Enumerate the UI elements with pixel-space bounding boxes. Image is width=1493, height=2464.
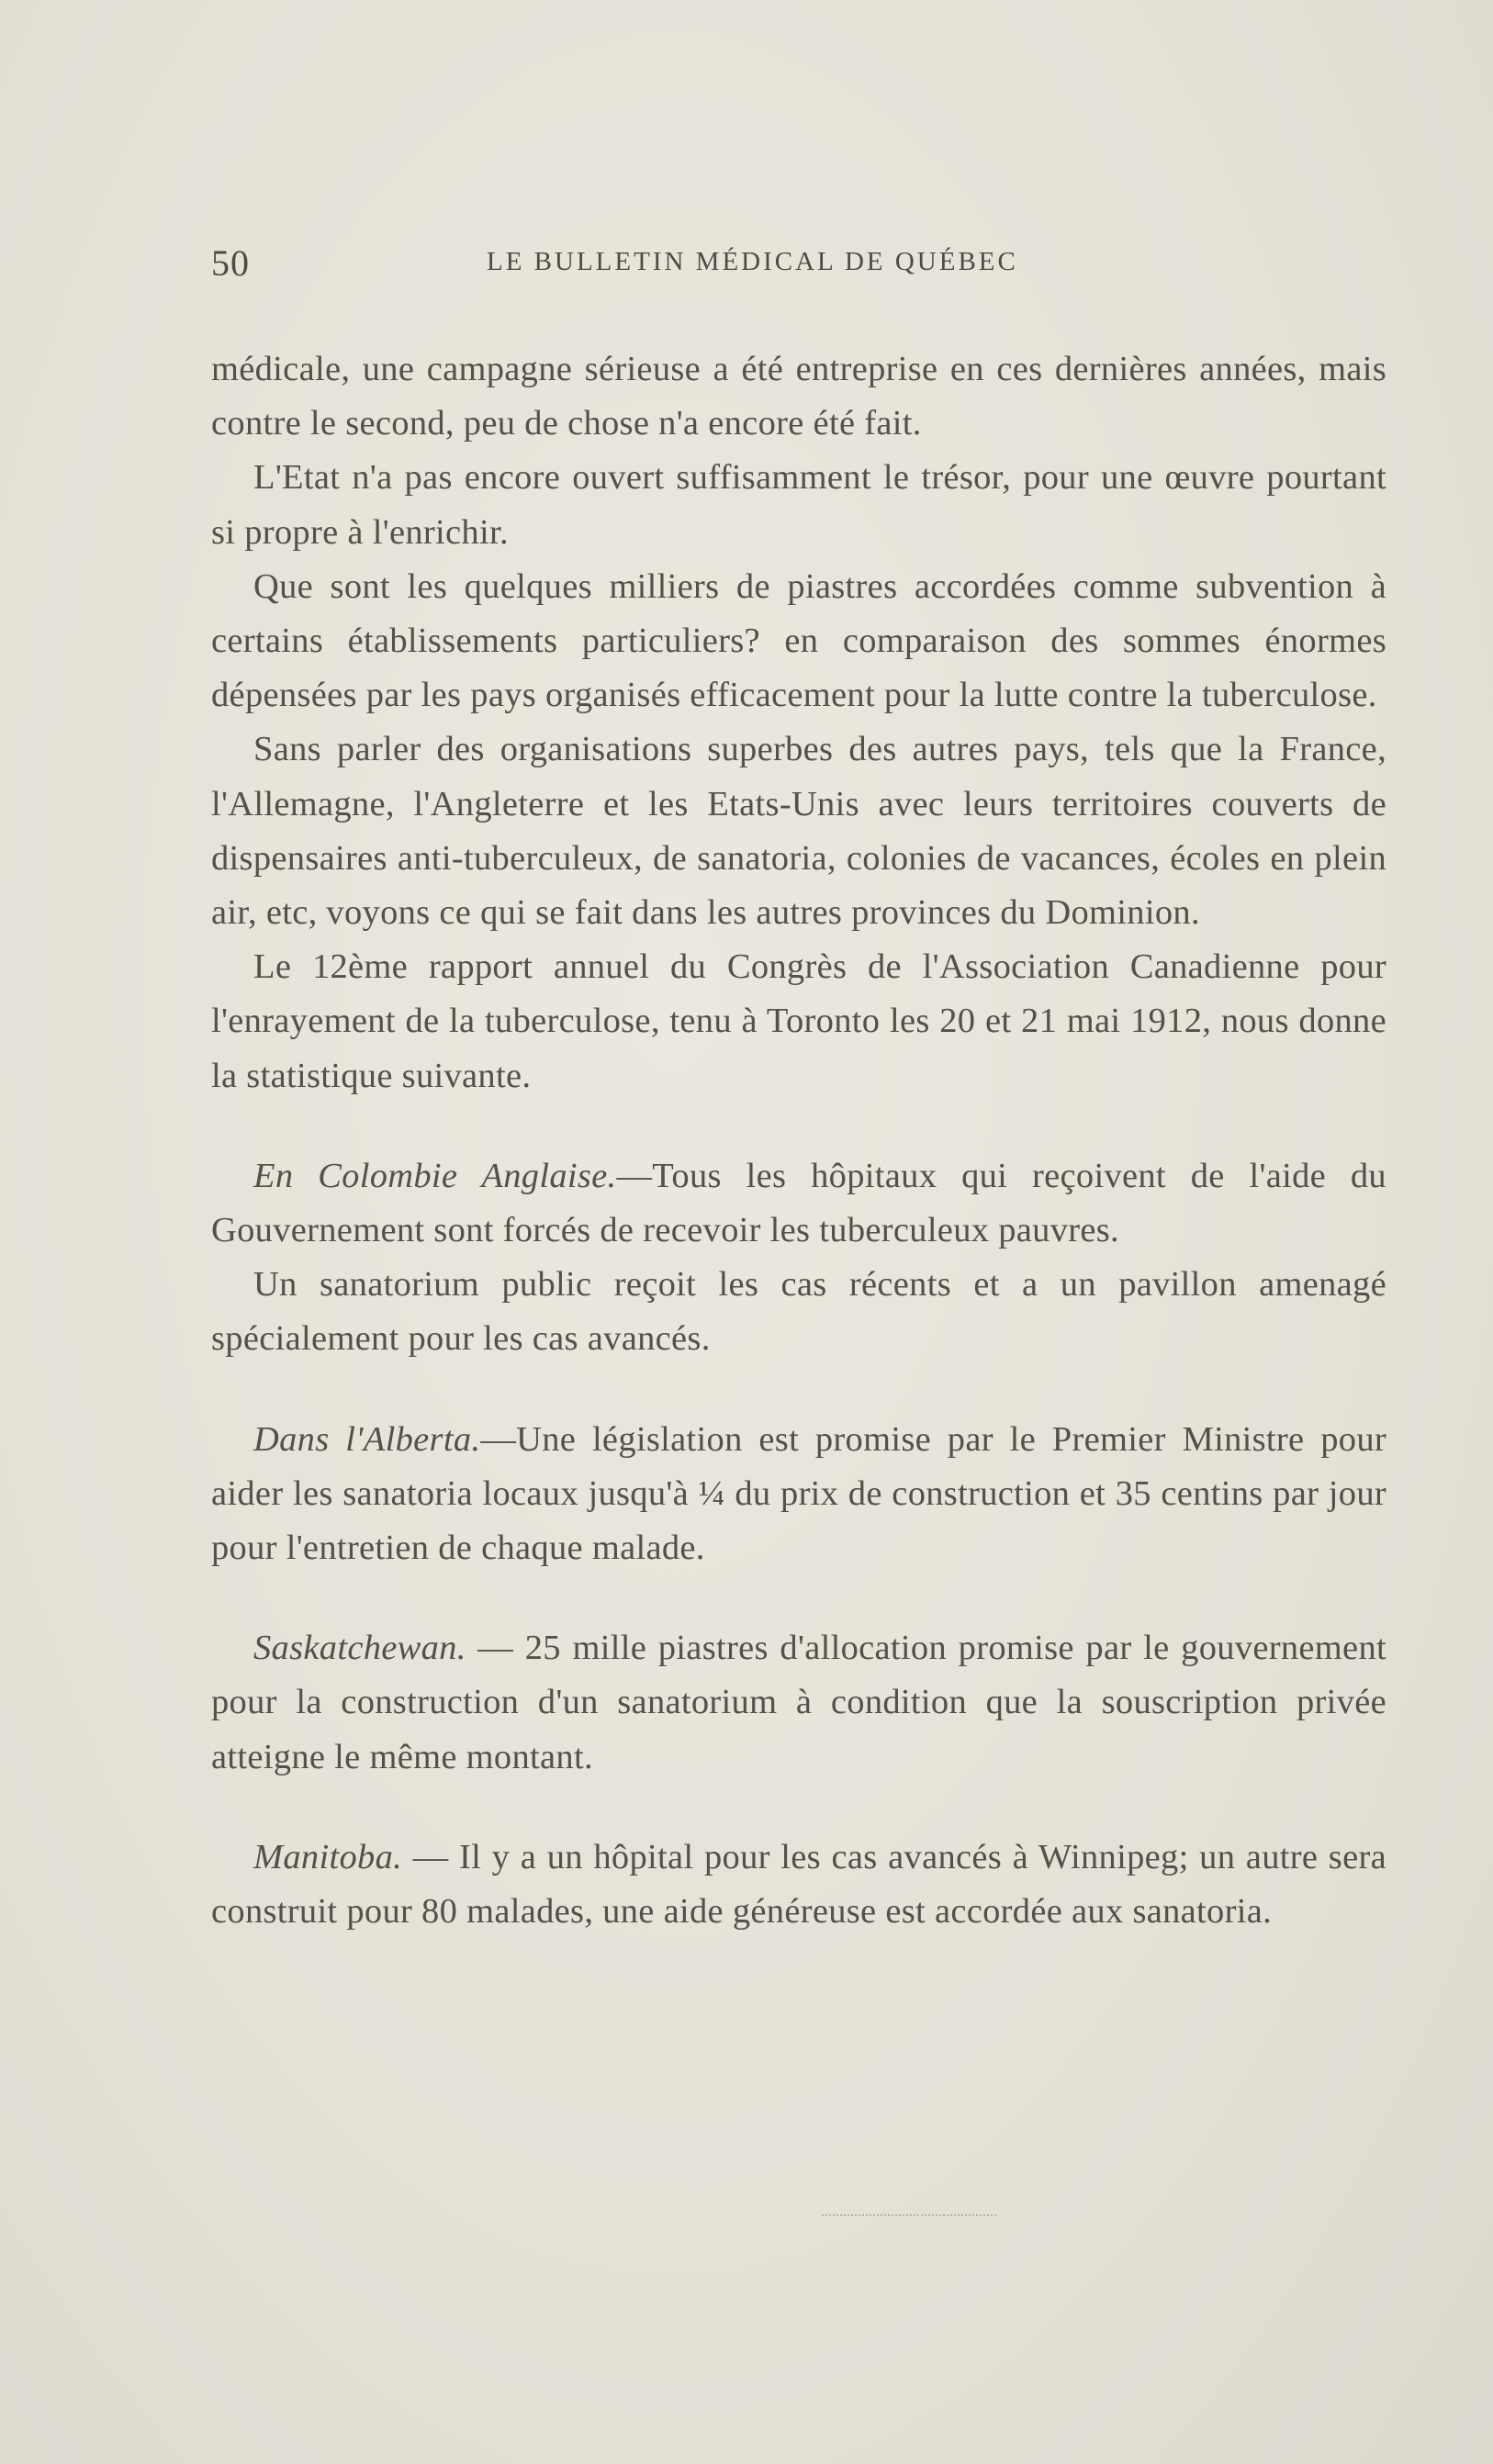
paragraph-text: Sans parler des organisations superbes des autres pays, tels que la France, l'Allemagne, l'Angleterre et les Etats-Unis avec leurs territoires couverts de dispensaires anti-tuberculeux, de sanatoria, colonies de vacances, écoles en plein air, etc, voyons ce qui se fait dans les autres provinces du Dominion. xyxy=(211,730,1386,933)
paragraph-alberta xyxy=(211,1413,1386,1576)
paragraph-continuation xyxy=(211,342,1386,451)
province-heading: Saskatchewan. xyxy=(253,1629,466,1668)
province-heading: En Colombie Anglaise. xyxy=(253,1156,617,1195)
paragraph-british-columbia xyxy=(211,1149,1386,1258)
paragraph-text: L'Etat n'a pas encore ouvert suffisamment le trésor, pour une œuvre pourtant si propre à l'enrichir. xyxy=(211,458,1386,552)
paragraph-text: médicale, une campagne sérieuse a été entreprise en ces dernières années, mais contre le second, peu de chose n'a encore été fait. xyxy=(211,350,1386,443)
province-heading: Manitoba. xyxy=(253,1837,403,1876)
paragraph-other-countries xyxy=(211,722,1386,940)
bottom-rule xyxy=(822,2214,996,2216)
page-header xyxy=(211,241,1157,297)
paragraph-sanatorium-public xyxy=(211,1258,1386,1366)
page-number: 50 xyxy=(211,242,250,284)
paragraph-saskatchewan xyxy=(211,1621,1386,1785)
article-body xyxy=(211,342,1386,1939)
paragraph-congress-report xyxy=(211,940,1386,1103)
paragraph-text: Le 12ème rapport annuel du Congrès de l'Association Canadienne pour l'enrayement de la tuberculose, tenu à Toronto les 20 et 21 mai 1912, nous donne la statistique suivante. xyxy=(211,947,1386,1095)
paragraph-text: —Une législation est promise par le Premier Ministre pour aider les sanatoria locaux jusqu'à ¼ du prix de construction et 35 centins par jour pour l'entretien de chaque malade. xyxy=(211,1419,1386,1568)
paragraph-manitoba xyxy=(211,1831,1386,1939)
paragraph-text: Que sont les quelques milliers de piastres accordées comme subvention à certains établissements particuliers? en comparaison des sommes énormes dépensées par les pays organisés efficacement pour la lutte contre la tuberculose. xyxy=(211,566,1386,715)
paragraph-subvention xyxy=(211,560,1386,723)
paragraph-text: — 25 mille piastres d'allocation promise par le gouvernement pour la construction d'un sanatorium à condition que la souscription privée atteigne le même montant. xyxy=(211,1629,1386,1776)
paragraph-text: —Tous les hôpitaux qui reçoivent de l'aide du Gouvernement sont forcés de recevoir les tuberculeux pauvres. xyxy=(211,1156,1386,1250)
paragraph-text: Un sanatorium public reçoit les cas récents et a un pavillon amenagé spécialement pour les cas avancés. xyxy=(211,1265,1386,1359)
paragraph-text: — Il y a un hôpital pour les cas avancés à Winnipeg; un autre sera construit pour 80 malades, une aide généreuse est accordée aux sanatoria. xyxy=(211,1837,1386,1932)
province-heading: Dans l'Alberta. xyxy=(253,1419,481,1459)
running-head: LE BULLETIN MÉDICAL DE QUÉBEC xyxy=(487,247,1018,276)
paragraph-state-treasury xyxy=(211,451,1386,559)
